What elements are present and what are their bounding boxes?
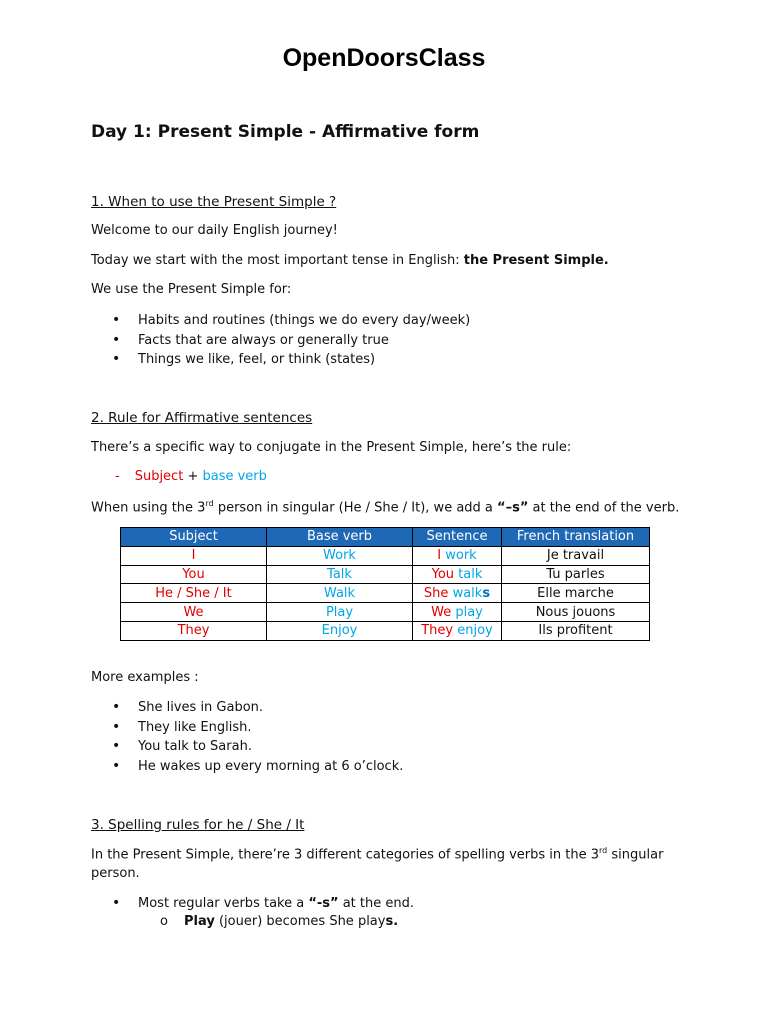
table-row xyxy=(121,565,650,584)
sentence-subject: We xyxy=(431,604,452,620)
cell-sentence xyxy=(413,603,502,622)
header-sentence: Sentence xyxy=(413,528,502,547)
sentence-subject: You xyxy=(431,566,455,582)
table-row xyxy=(121,621,650,640)
text-span: (jouer) becomes She play xyxy=(214,914,386,929)
more-examples-label: More examples : xyxy=(91,670,199,685)
section2-heading: 2. Rule for Affirmative sentences xyxy=(91,410,313,426)
cell-sentence xyxy=(413,621,502,640)
list-item: • Facts that are always or generally true xyxy=(112,331,470,351)
header-french: French translation xyxy=(502,528,650,547)
rule-dash: - xyxy=(115,469,120,484)
bold-span: “–s” xyxy=(497,500,529,516)
table-row xyxy=(121,546,650,565)
sentence-verb: talk xyxy=(458,566,483,582)
spelling-sub-item xyxy=(160,914,398,929)
section1-paragraph1: Welcome to our daily English journey! xyxy=(91,223,338,238)
section1-paragraph2 xyxy=(91,253,609,268)
bold-span: Play xyxy=(184,914,215,929)
cell-verb: Work xyxy=(267,546,413,565)
paragraph2-text: Today we start with the most important tense in English: xyxy=(91,253,464,268)
superscript: rd xyxy=(599,846,608,855)
sub-bullet-marker: o xyxy=(160,914,168,929)
rule-verb: base verb xyxy=(202,469,267,484)
cell-subject: I xyxy=(121,546,267,565)
list-item: • You talk to Sarah. xyxy=(112,737,403,757)
cell-sentence xyxy=(413,584,502,603)
cell-subject: They xyxy=(121,621,267,640)
cell-verb: Play xyxy=(267,603,413,622)
sentence-verb: play xyxy=(455,604,483,620)
cell-subject: He / She / It xyxy=(121,584,267,603)
section3-paragraph1-line1 xyxy=(91,846,663,862)
text-span: at the end of the verb. xyxy=(528,500,680,516)
text-span: at the end. xyxy=(338,896,414,911)
spelling-list xyxy=(112,894,414,914)
text-span: When using the 3 xyxy=(91,500,206,516)
list-item xyxy=(112,894,414,914)
rule-subject: Subject xyxy=(134,469,184,484)
section3-paragraph1-line2: person. xyxy=(91,866,140,881)
section1-heading: 1. When to use the Present Simple ? xyxy=(91,194,337,210)
rule-plus: + xyxy=(183,469,203,484)
bold-span: s. xyxy=(385,914,399,929)
cell-sentence xyxy=(413,546,502,565)
section3-heading: 3. Spelling rules for he / She / It xyxy=(91,817,305,833)
list-item: • They like English. xyxy=(112,718,403,738)
list-item: • Habits and routines (things we do every day/week) xyxy=(112,311,470,331)
cell-french: Ils profitent xyxy=(502,621,650,640)
list-item: • Things we like, feel, or think (states) xyxy=(112,350,470,370)
sentence-subject: They xyxy=(421,623,454,639)
text-span: Most regular verbs take a xyxy=(138,896,309,911)
cell-sentence xyxy=(413,565,502,584)
header-base-verb: Base verb xyxy=(267,528,413,547)
bold-span: “-s” xyxy=(308,896,339,911)
header-subject: Subject xyxy=(121,528,267,547)
cell-verb: Walk xyxy=(267,584,413,603)
table-row xyxy=(121,603,650,622)
brand-title: OpenDoorsClass xyxy=(282,44,486,72)
text-span: person in singular (He / She / It), we add a xyxy=(213,500,498,516)
usage-list xyxy=(112,311,470,370)
cell-verb: Enjoy xyxy=(267,621,413,640)
superscript: rd xyxy=(205,499,214,508)
cell-verb: Talk xyxy=(267,565,413,584)
text-span: singular xyxy=(607,847,664,863)
conjugation-table xyxy=(120,527,650,641)
sentence-suffix: s xyxy=(482,585,491,601)
examples-list xyxy=(112,698,403,776)
text-span: In the Present Simple, there’re 3 different categories of spelling verbs in the 3 xyxy=(91,847,600,863)
list-item: • She lives in Gabon. xyxy=(112,698,403,718)
table-row xyxy=(121,584,650,603)
sentence-verb: work xyxy=(445,548,477,564)
cell-french: Nous jouons xyxy=(502,603,650,622)
sentence-subject: I xyxy=(437,548,442,564)
cell-french: Je travail xyxy=(502,546,650,565)
table-header-row xyxy=(121,528,650,547)
cell-french: Elle marche xyxy=(502,584,650,603)
cell-french: Tu parles xyxy=(502,565,650,584)
sentence-subject: She xyxy=(423,585,449,601)
cell-subject: We xyxy=(121,603,267,622)
section2-paragraph2 xyxy=(91,499,679,515)
sentence-verb: walk xyxy=(452,585,483,601)
rule-line xyxy=(115,469,267,484)
cell-subject: You xyxy=(121,565,267,584)
paragraph2-bold: the Present Simple. xyxy=(463,253,609,268)
list-item: • He wakes up every morning at 6 o’clock. xyxy=(112,757,403,777)
section2-paragraph1: There’s a specific way to conjugate in the Present Simple, here’s the rule: xyxy=(91,440,572,455)
section1-paragraph3: We use the Present Simple for: xyxy=(91,282,292,297)
sentence-verb: enjoy xyxy=(457,623,493,639)
lesson-title: Day 1: Present Simple - Affirmative form xyxy=(91,122,480,142)
